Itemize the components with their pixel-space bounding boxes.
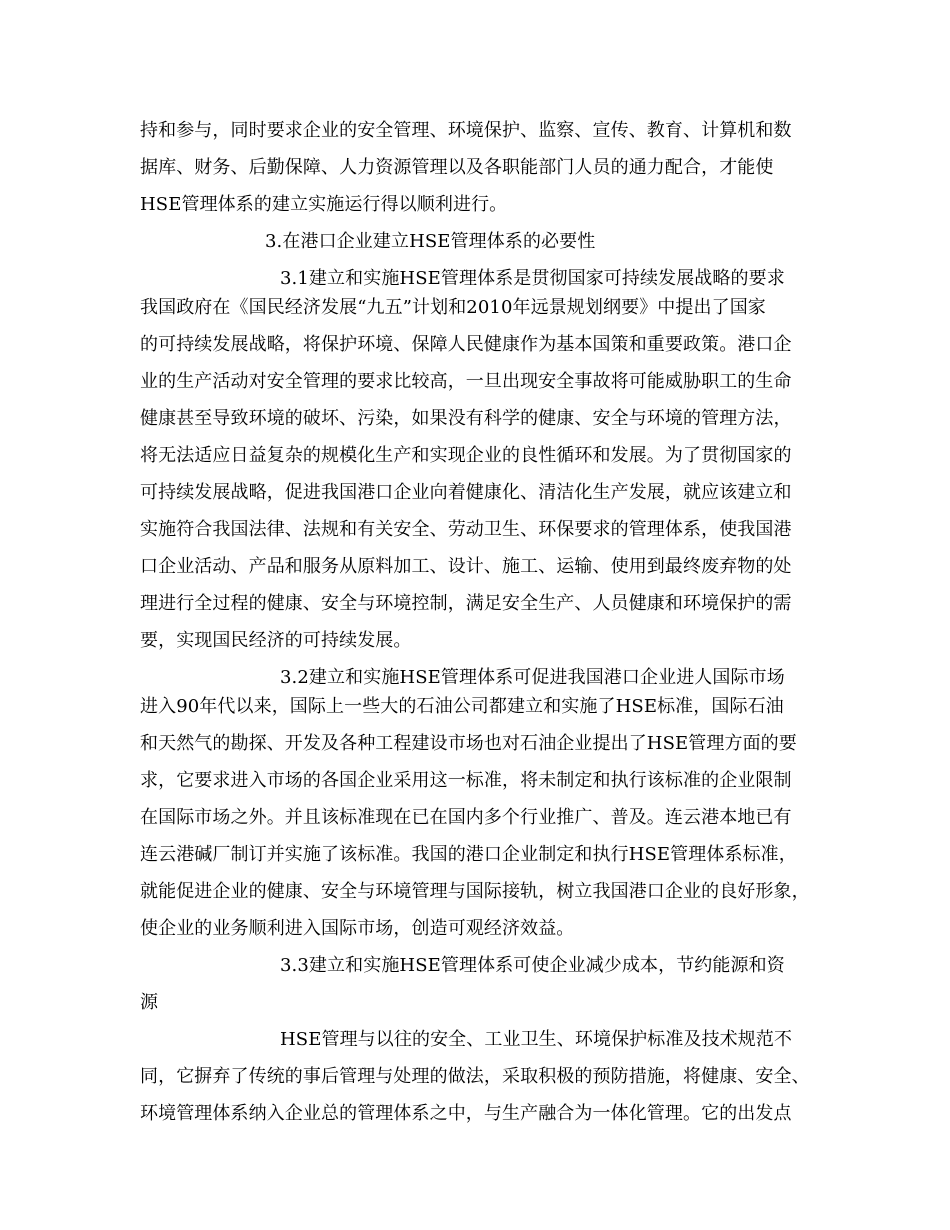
body-text-line: 将无法适应日益复杂的规模化生产和实现企业的良性循环和发展。为了贯彻国家的	[140, 445, 792, 466]
body-text-line: 持和参与，同时要求企业的安全管理、环境保护、监察、宣传、教育、计算机和数	[140, 120, 792, 141]
body-text-line: 就能促进企业的健康、安全与环境管理与国际接轨，树立我国港口企业的良好形象，	[140, 881, 810, 902]
subsection-heading: 3.3建立和实施HSE管理体系可使企业减少成本，节约能源和资	[280, 955, 785, 976]
body-text-line: 要，实现国民经济的可持续发展。	[140, 630, 412, 651]
body-text-line: 连云港碱厂制订并实施了该标准。我国的港口企业制定和执行HSE管理体系标准，	[140, 844, 797, 865]
body-text-line: HSE管理体系的建立实施运行得以顺利进行。	[140, 194, 508, 215]
body-text-line: 使企业的业务顺利进入国际市场，创造可观经济效益。	[140, 918, 575, 939]
body-text-line: 我国政府在《国民经济发展“九五”计划和2010年远景规划纲要》中提出了国家	[140, 297, 766, 318]
subsection-heading: 3.2建立和实施HSE管理体系可促进我国港口企业进人国际市场	[280, 667, 785, 688]
body-text-line: 业的生产活动对安全管理的要求比较高，一旦出现安全事故将可能威胁职工的生命	[140, 371, 792, 392]
body-text-line: 实施符合我国法律、法规和有关安全、劳动卫生、环保要求的管理体系，使我国港	[140, 519, 792, 540]
subsection-heading: 3.1建立和实施HSE管理体系是贯彻国家可持续发展战略的要求	[280, 268, 785, 289]
body-text-line: 环境管理体系纳入企业总的管理体系之中，与生产融合为一体化管理。它的出发点	[140, 1103, 792, 1124]
body-text-line: 进入90年代以来，国际上一些大的石油公司都建立和实施了HSE标准，国际石油	[140, 696, 784, 717]
body-text-line: 同，它摒弃了传统的事后管理与处理的做法，采取积极的预防措施，将健康、安全、	[140, 1066, 810, 1087]
body-text-line: 健康甚至导致环境的破坏、污染，如果没有科学的健康、安全与环境的管理方法，	[140, 408, 792, 429]
body-text-line: 据库、财务、后勤保障、人力资源管理以及各职能部门人员的通力配合，才能使	[140, 157, 774, 178]
body-text-line: 可持续发展战略，促进我国港口企业向着健康化、清洁化生产发展，就应该建立和	[140, 482, 792, 503]
body-text-line: 和天然气的勘探、开发及各种工程建设市场也对石油企业提出了HSE管理方面的要	[140, 733, 797, 754]
body-text-line: 口企业活动、产品和服务从原料加工、设计、施工、运输、使用到最终废弃物的处	[140, 556, 792, 577]
body-text-line: 理进行全过程的健康、安全与环境控制，满足安全生产、人员健康和环境保护的需	[140, 593, 792, 614]
subsection-heading-continuation: 源	[140, 992, 159, 1013]
body-text-line: HSE管理与以往的安全、工业卫生、环境保护标准及技术规范不	[280, 1029, 793, 1050]
body-text-line: 求，它要求进入市场的各国企业采用这一标准，将未制定和执行该标准的企业限制	[140, 770, 792, 791]
body-text-line: 的可持续发展战略，将保护环境、保障人民健康作为基本国策和重要政策。港口企	[140, 334, 792, 355]
body-text-line: 在国际市场之外。并且该标准现在已在国内多个行业推广、普及。连云港本地已有	[140, 807, 792, 828]
section-heading: 3.在港口企业建立HSE管理体系的必要性	[265, 231, 596, 252]
